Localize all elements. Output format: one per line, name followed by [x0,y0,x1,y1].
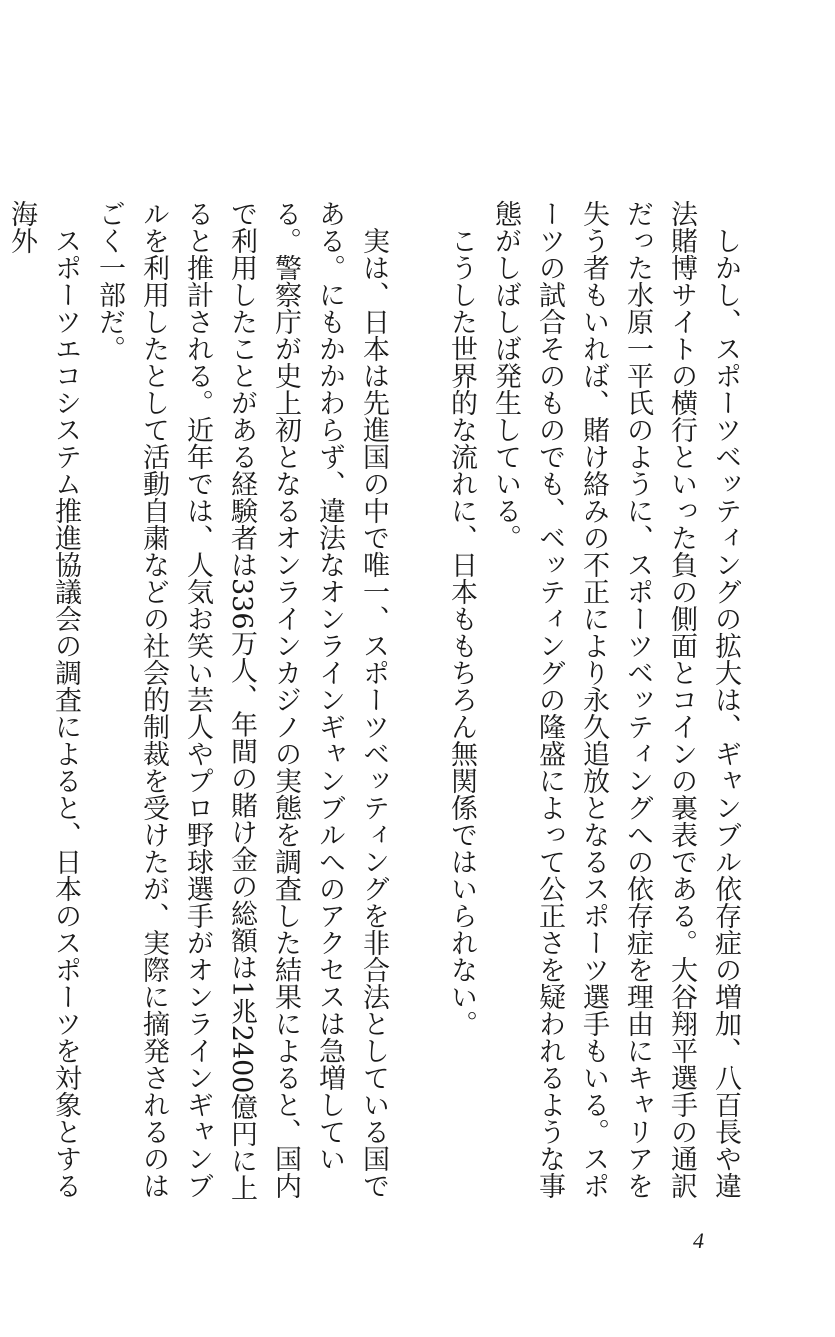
paragraph-1: しかし、スポーツベッティングの拡大は、ギャンブル依存症の増加、八百長や違法賭博サイトの横行といった負の側面とコインの裏表である。大谷翔平選手の通訳だった水原一平氏のように、スポーツベッティングへの依存症を理由にキャリアを失う者もいれば、賭け絡みの不正により永久追放となるスポーツ選手もいる。スポーツの試合そのものでも、ベッティングの隆盛によって公正さを疑われるような事態がしばしば発生している。 [490,200,741,1199]
paragraph-2: こうした世界的な流れに、日本ももちろん無関係ではいられない。 [446,227,477,1037]
paragraph-gap [395,200,439,1210]
paragraph-3: 実は、日本は先進国の中で唯一、スポーツベッティングを非合法としている国である。にもかかわらず、違法なオンラインギャンブルへのアクセスは急増している。警察庁が史上初となるオンラインカジノの実態を調査した結果によると、国内で利用したことがある経験者は336万人、年間の賭け金の総額は1兆2400億円に上ると推計される。近年では、人気お笑い芸人やプロ野球選手がオンラインギャンブルを利用したとして活動自粛などの社会的制裁を受けたが、実際に摘発されるのはごく一部だ。 [94,200,389,1202]
page-number: 4 [693,1228,704,1253]
paragraph-4: スポーツエコシステム推進協議会の調査によると、日本のスポーツを対象とする海外 [6,200,81,1199]
body-text [6,200,747,1210]
